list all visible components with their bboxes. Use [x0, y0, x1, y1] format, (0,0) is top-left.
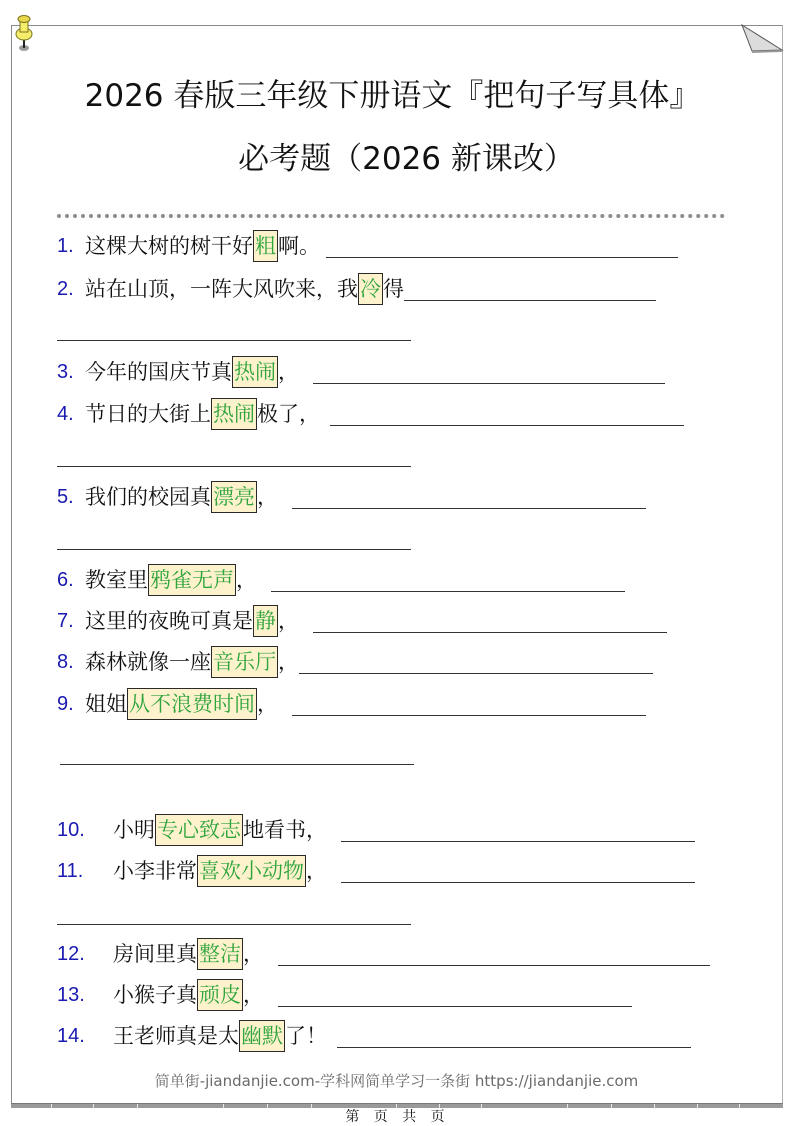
- keyword-highlight: 喜欢小动物: [197, 855, 306, 887]
- question-number: 11.: [57, 860, 84, 882]
- answer-blank[interactable]: [326, 235, 678, 258]
- question-row: [57, 978, 632, 1012]
- page-number: 第 页 共 页: [345, 1109, 448, 1125]
- answer-blank-continuation[interactable]: [57, 549, 411, 550]
- answer-blank[interactable]: [313, 361, 665, 384]
- keyword-highlight: 粗: [253, 230, 278, 262]
- answer-blank[interactable]: [278, 943, 710, 966]
- question-text: 今年的国庆节真: [85, 360, 232, 384]
- question-text-after: 地看书，: [243, 818, 327, 842]
- question-text-after: ，: [243, 942, 264, 966]
- keyword-highlight: 整洁: [197, 938, 243, 970]
- question-row: [57, 229, 678, 263]
- answer-blank-continuation[interactable]: [57, 924, 411, 925]
- question-text: 站在山顶，一阵大风吹来，我: [85, 277, 358, 301]
- question-text: 小猴子真: [113, 983, 197, 1007]
- question-text: 教室里: [85, 568, 148, 592]
- question-text: 森林就像一座: [85, 650, 211, 674]
- question-text: 这棵大树的树干好: [85, 234, 253, 258]
- question-text-after: ，: [236, 568, 257, 592]
- answer-blank[interactable]: [337, 1025, 691, 1048]
- question-text-after: ，: [257, 485, 278, 509]
- keyword-highlight: 热闹: [232, 356, 278, 388]
- question-text: 我们的校园真: [85, 485, 211, 509]
- question-number: 12.: [57, 943, 85, 965]
- answer-blank[interactable]: [299, 651, 653, 674]
- question-row: [57, 645, 653, 679]
- question-number: 10.: [57, 819, 85, 841]
- keyword-highlight: 音乐厅: [211, 646, 278, 678]
- keyword-highlight: 冷: [358, 273, 383, 305]
- question-number: 2.: [57, 278, 74, 300]
- question-number: 7.: [57, 610, 74, 632]
- question-row: [57, 1019, 691, 1053]
- question-number: 4.: [57, 403, 74, 425]
- question-text-after: 啊。: [278, 234, 320, 258]
- document-title: 2026 春版三年级下册语文『把句子写具体』: [84, 78, 701, 114]
- answer-blank[interactable]: [271, 569, 625, 592]
- question-text-after: 极了，: [257, 402, 320, 426]
- footer-watermark: 简单街-jiandanjie.com-学科网简单学习一条街 https://jiandanjie.com: [154, 1072, 639, 1090]
- pushpin-icon: [14, 12, 40, 52]
- question-row: [57, 937, 710, 971]
- question-row: [57, 397, 684, 431]
- question-text-after: 了！: [285, 1024, 327, 1048]
- answer-blank-continuation[interactable]: [57, 466, 411, 467]
- question-text: 小李非常: [113, 859, 197, 883]
- question-row: [57, 272, 656, 306]
- keyword-highlight: 幽默: [239, 1020, 285, 1052]
- document-subtitle: 必考题（2026 新课改）: [238, 141, 575, 177]
- question-number: 13.: [57, 984, 85, 1006]
- question-number: 3.: [57, 361, 74, 383]
- answer-blank[interactable]: [404, 278, 656, 301]
- question-text-after: ，: [278, 609, 299, 633]
- question-row: [57, 813, 695, 847]
- keyword-highlight: 漂亮: [211, 481, 257, 513]
- question-text: 王老师真是太: [113, 1024, 239, 1048]
- answer-blank-continuation[interactable]: [57, 340, 411, 341]
- question-row: [57, 687, 646, 721]
- keyword-highlight: 从不浪费时间: [127, 688, 257, 720]
- question-number: 8.: [57, 651, 74, 673]
- answer-blank[interactable]: [330, 403, 684, 426]
- answer-blank[interactable]: [341, 819, 695, 842]
- question-text-after: ，: [257, 692, 278, 716]
- question-number: 14.: [57, 1025, 85, 1047]
- question-text: 小明: [113, 818, 155, 842]
- page-curl-icon: [740, 24, 784, 54]
- dotted-divider: [57, 214, 725, 218]
- question-number: 5.: [57, 486, 74, 508]
- question-row: [57, 604, 667, 638]
- answer-blank[interactable]: [313, 610, 667, 633]
- question-text-after: ，: [306, 859, 327, 883]
- question-text-after: ，: [278, 650, 299, 674]
- question-row: [57, 854, 695, 888]
- question-text: 这里的夜晚可真是: [85, 609, 253, 633]
- question-number: 1.: [57, 235, 74, 257]
- answer-blank[interactable]: [292, 486, 646, 509]
- keyword-highlight: 热闹: [211, 398, 257, 430]
- keyword-highlight: 静: [253, 605, 278, 637]
- question-row: [57, 355, 665, 389]
- question-number: 6.: [57, 569, 74, 591]
- question-text: 房间里真: [113, 942, 197, 966]
- answer-blank-continuation[interactable]: [60, 764, 414, 765]
- answer-blank[interactable]: [292, 693, 646, 716]
- question-text: 节日的大街上: [85, 402, 211, 426]
- answer-blank[interactable]: [341, 860, 695, 883]
- keyword-highlight: 顽皮: [197, 979, 243, 1011]
- question-number: 9.: [57, 693, 74, 715]
- keyword-highlight: 专心致志: [155, 814, 243, 846]
- question-row: [57, 480, 646, 514]
- answer-blank[interactable]: [278, 984, 632, 1007]
- keyword-highlight: 鸦雀无声: [148, 564, 236, 596]
- question-text-after: ，: [243, 983, 264, 1007]
- question-row: [57, 563, 625, 597]
- question-text-after: ，: [278, 360, 299, 384]
- question-text: 姐姐: [85, 692, 127, 716]
- question-text-after: 得: [383, 277, 404, 301]
